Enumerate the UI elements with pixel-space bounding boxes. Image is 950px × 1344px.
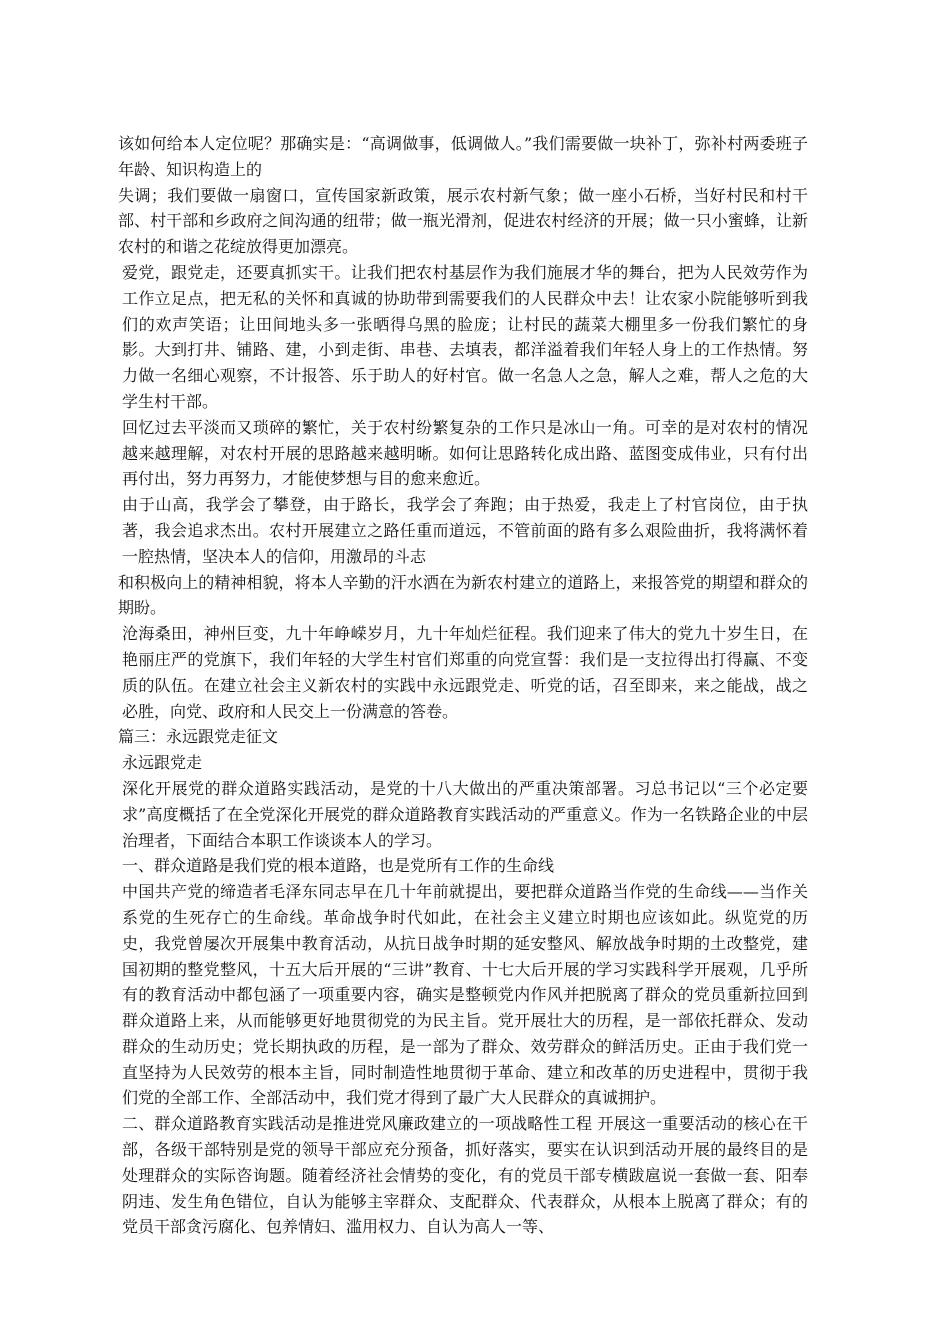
paragraph: 失调；我们要做一扇窗口，宣传国家新政策，展示农村新气象；做一座小石桥，当好村民和村干部、村干部和乡政府之间沟通的纽带；做一瓶光滑剂，促进农村经济的开展；做一只小蜜蜂，让新农村的和谐之花绽放得更加漂亮。 (118, 185, 808, 257)
paragraph: 该如何给本人定位呢？那确实是：“高调做事，低调做人。”我们需要做一块补丁，弥补村两委班子年龄、知识构造上的 (118, 134, 808, 179)
paragraph: 由于山高，我学会了攀登，由于路长，我学会了奔跑；由于热爱，我走上了村官岗位，由于执著，我会追求杰出。农村开展建立之路任重而道远，不管前面的路有多么艰险曲折，我将满怀着一腔热情，坚决本人的信仰，用激昂的斗志 (122, 495, 808, 566)
paragraph: 深化开展党的群众道路实践活动，是党的十八大做出的严重决策部署。习总书记以“三个必定要求”高度概括了在全党深化开展党的群众道路教育实践活动的严重意义。作为一名铁路企业的中层治理者，下面结合本职工作谈谈本人的学习。 (122, 778, 808, 850)
section-heading: 篇三：永远跟党走征文 (118, 727, 279, 747)
article-title: 永远跟党走 (122, 753, 203, 773)
paragraph: 二、群众道路教育实践活动是推进党风廉政建立的一项战略性工程 开展这一重要活动的核心在干部，各级干部特别是党的领导干部应充分预备，抓好落实，要实在认识到活动开展的最终目的是处理群众的实际咨询题。随着经济社会情势的变化，有的党员干部专横跋扈说一套做一套、阳奉阴违、发生角色错位，自认为能够主宰群众、支配群众、代表群众，从根本上脱离了群众；有的党员干部贪污腐化、包养情妇、滥用权力、自认为高人一等、 (122, 1114, 808, 1237)
paragraph: 沧海桑田，神州巨变，九十年峥嵘岁月，九十年灿烂征程。我们迎来了伟大的党九十岁生日，在艳丽庄严的党旗下，我们年轻的大学生村官们郑重的向党宣誓：我们是一支拉得出打得赢、不变质的队伍。在建立社会主义新农村的实践中永远跟党走、听党的话，召至即来，来之能战，战之必胜，向党、政府和人民交上一份满意的答卷。 (122, 624, 808, 721)
paragraph: 和积极向上的精神相貌，将本人辛勤的汗水洒在为新农村建立的道路上，来报答党的期望和群众的期盼。 (118, 572, 808, 618)
document-body (118, 131, 808, 1240)
section-heading: 一、群众道路是我们党的根本道路，也是党所有工作的生命线 (122, 856, 555, 876)
paragraph: 回忆过去平淡而又琐碎的繁忙，关于农村纷繁复杂的工作只是冰山一角。可幸的是对农村的情况越来越理解，对农村开展的思路越来越明晰。如何让思路转化成出路、蓝图变成伟业，只有付出再付出，努力再努力，才能使梦想与目的愈来愈近。 (122, 417, 808, 489)
paragraph: 中国共产党的缔造者毛泽东同志早在几十年前就提出，要把群众道路当作党的生命线——当作关系党的生死存亡的生命线。革命战争时代如此，在社会主义建立时期也应该如此。纵览党的历史，我党曾屡次开展集中教育活动，从抗日战争时期的延安整风、解放战争时期的土改整党，建国初期的整党整风，十五大后开展的“三讲”教育、十七大后开展的学习实践科学开展观，几乎所有的教育活动中都包涵了一项重要内容，确实是整顿党内作风并把脱离了群众的党员重新拉回到群众道路上来，从而能够更好地贯彻党的为民主旨。党开展壮大的历程，是一部依托群众、发动群众的生动历史；党长期执政的历程，是一部为了群众、效劳群众的鲜活历史。正由于我们党一直坚持为人民效劳的根本主旨，同时制造性地贯彻于革命、建立和改革的历史进程中，贯彻于我们党的全部工作、全部活动中，我们党才得到了最广大人民群众的真诚拥护。 (122, 882, 808, 1108)
paragraph: 爱党，跟党走，还要真抓实干。让我们把农村基层作为我们施展才华的舞台，把为人民效劳作为工作立足点，把无私的关怀和真诚的协助带到需要我们的人民群众中去！让农家小院能够听到我们的欢声笑语；让田间地头多一张晒得乌黑的脸庞；让村民的蔬菜大棚里多一份我们繁忙的身影。大到打井、铺路、建，小到走街、串巷、去填表，都洋溢着我们年轻人身上的工作热情。努力做一名细心观察，不计报答、乐于助人的好村官。做一名急人之急，解人之难，帮人之危的大学生村干部。 (122, 262, 808, 411)
